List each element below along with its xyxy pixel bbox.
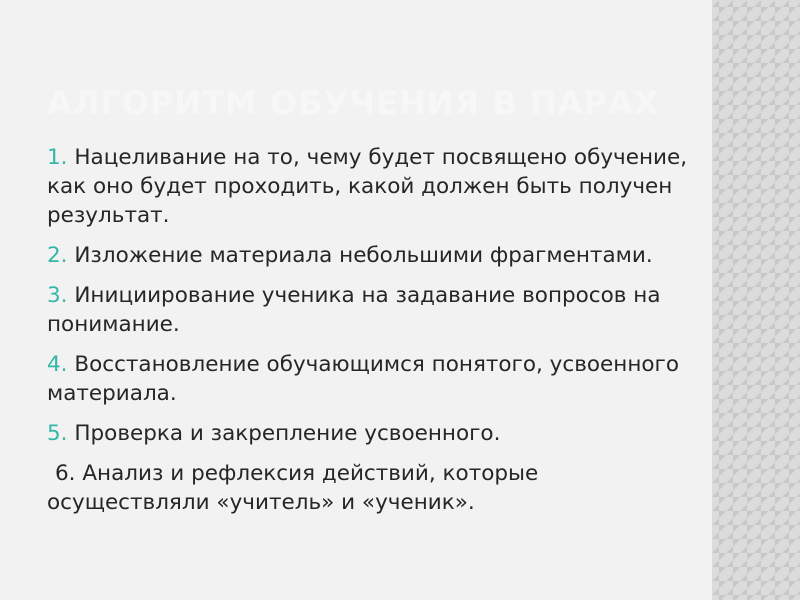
item-number: 1. [47,145,68,170]
item-text: Инициирование ученика на задавание вопросов на понимание. [47,283,661,337]
item-text: Анализ и рефлексия действий, которые осуществляли «учитель» и «ученик». [47,461,539,515]
slide-title: АЛГОРИТМ ОБУЧЕНИЯ В ПАРАХ [47,84,660,122]
list-item [47,281,697,339]
item-number: 5. [47,421,68,446]
item-number: 6. [55,461,76,486]
item-text: Нацеливание на то, чему будет посвящено обучение, как оно будет проходить, какой должен быть получен результат. [47,145,688,228]
list-item [47,241,697,270]
decorative-side-pattern [712,0,800,600]
list-item [47,350,697,408]
item-text: Проверка и закрепление усвоенного. [67,421,501,446]
item-number: 2. [47,243,68,268]
item-text: Изложение материала небольшими фрагментами. [67,243,653,268]
list-item [47,419,697,448]
item-number: 4. [47,352,68,377]
item-number: 3. [47,283,68,308]
algorithm-list [47,143,697,528]
list-item [47,459,697,517]
item-text: Восстановление обучающимся понятого, усвоенного материала. [47,352,679,406]
list-item [47,143,697,230]
